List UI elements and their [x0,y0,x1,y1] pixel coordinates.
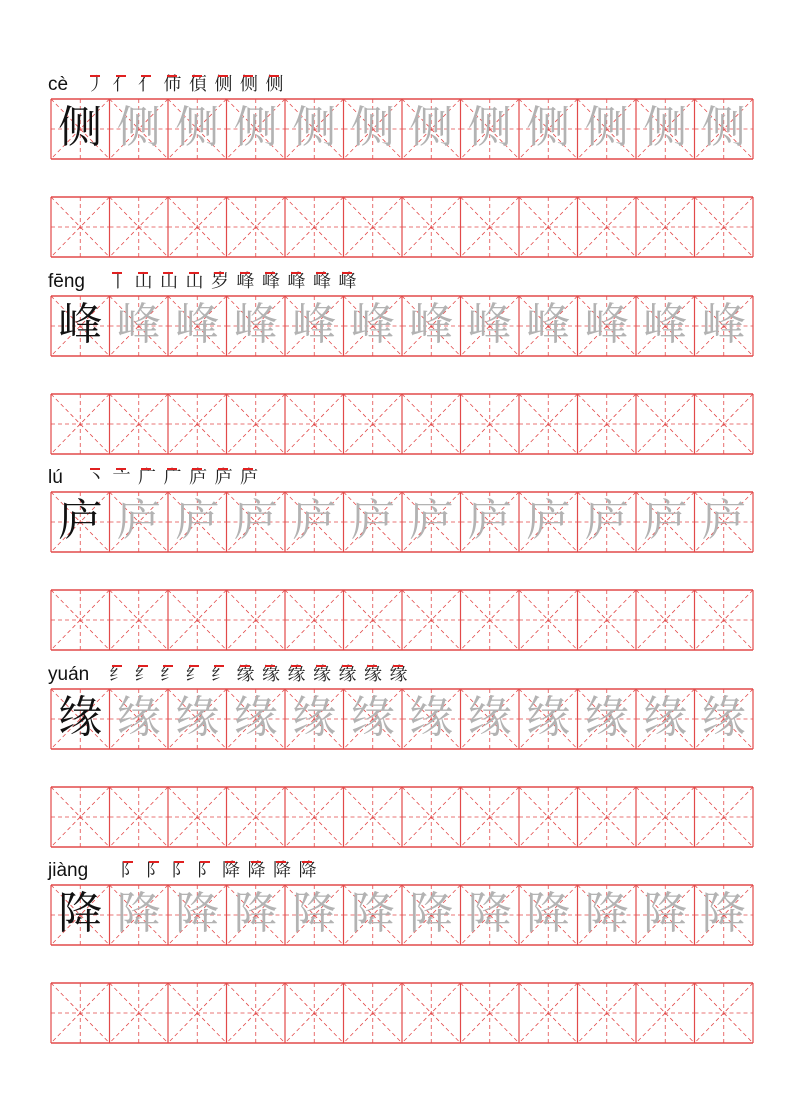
tracing-row [50,491,752,551]
stroke-step: 丨 [109,271,127,292]
trace-character[interactable]: 侧 [526,102,571,153]
stroke-highlight [116,75,126,95]
practice-grid [50,393,754,455]
character-block [48,467,752,651]
stroke-step: 缘 [389,664,408,685]
stroke-step: 㑯 [189,74,207,95]
trace-character[interactable]: 缘 [233,692,278,743]
trace-character[interactable]: 庐 [584,495,629,546]
stroke-highlight [189,665,199,685]
trace-character[interactable]: 庐 [233,495,278,546]
practice-grid [50,786,754,848]
practice-row[interactable] [50,982,752,1042]
character-block [48,664,752,848]
stroke-step: 亻 [112,74,131,95]
stroke-step: 缘 [262,664,280,685]
trace-character[interactable]: 庐 [350,495,395,546]
stroke-step: 纟 [185,664,204,685]
character-header [48,856,748,882]
trace-character[interactable]: 庐 [701,495,746,546]
model-character: 缘 [58,692,103,743]
character-block [48,74,752,258]
stroke-step: 亻 [138,74,156,95]
trace-character[interactable]: 峰 [701,299,746,350]
pinyin-label: yuán [48,664,90,685]
stroke-step: 峰 [236,271,255,292]
trace-character[interactable]: 缘 [467,692,512,743]
stroke-step: 缘 [287,664,306,685]
stroke-highlight [218,75,228,95]
trace-character[interactable]: 降 [643,888,688,939]
stroke-highlight [240,272,250,292]
stroke-step: 缘 [313,664,331,685]
trace-character[interactable]: 侧 [409,102,454,153]
trace-character[interactable]: 缘 [643,692,688,743]
stroke-step: 纟 [109,664,127,685]
stroke-highlight [214,272,224,292]
stroke-highlight [291,665,301,685]
stroke-highlight [251,861,261,881]
stroke-highlight [243,75,253,95]
trace-character[interactable]: 侧 [467,102,512,153]
tracing-row [50,295,752,355]
stroke-highlight [149,861,159,881]
stroke-step: 纟 [160,664,178,685]
stroke-step: 阝 [196,860,215,881]
trace-character[interactable]: 侧 [701,102,746,153]
trace-character[interactable]: 缘 [175,692,220,743]
stroke-step: 侧 [214,74,233,95]
character-header [48,70,748,96]
trace-character[interactable]: 缘 [584,692,629,743]
trace-character[interactable]: 侧 [116,102,161,153]
trace-character[interactable]: 缘 [701,692,746,743]
practice-row[interactable] [50,589,752,649]
stroke-highlight [138,665,148,685]
practice-row[interactable] [50,393,752,453]
practice-row[interactable] [50,196,752,256]
stroke-step: 庐 [240,467,258,488]
stroke-highlight [225,861,235,881]
model-character: 侧 [58,102,103,153]
stroke-highlight [141,468,151,488]
stroke-step: 峰 [338,271,357,292]
trace-character[interactable]: 峰 [292,299,337,350]
stroke-step: 缘 [236,664,255,685]
pinyin-label: jiàng [48,860,89,881]
trace-character[interactable]: 降 [526,888,571,939]
stroke-highlight [200,861,210,881]
tracing-row [50,884,752,944]
trace-character[interactable]: 峰 [233,299,278,350]
stroke-step: 岁 [211,271,229,292]
stroke-highlight [192,468,202,488]
trace-character[interactable]: 峰 [409,299,454,350]
stroke-highlight [218,468,228,488]
trace-character[interactable]: 缘 [292,692,337,743]
stroke-highlight [240,665,250,685]
stroke-step: 丶 [87,467,105,488]
stroke-step: 纟 [211,664,229,685]
character-block [48,860,752,1044]
stroke-highlight [265,272,275,292]
stroke-highlight [138,272,148,292]
trace-character[interactable]: 庐 [643,495,688,546]
stroke-highlight [342,272,352,292]
trace-character[interactable]: 峰 [643,299,688,350]
trace-character[interactable]: 侧 [643,102,688,153]
stroke-highlight [243,468,253,488]
trace-character[interactable]: 缘 [526,692,571,743]
stroke-step: 阝 [171,860,189,881]
trace-character[interactable]: 侧 [175,102,220,153]
stroke-highlight [192,75,202,95]
stroke-highlight [116,468,126,488]
pinyin-label: lú [48,467,63,488]
stroke-highlight [189,272,199,292]
stroke-highlight [316,272,326,292]
stroke-highlight [90,468,100,488]
stroke-highlight [291,272,301,292]
practice-grid [50,982,754,1044]
stroke-highlight [174,861,184,881]
stroke-step: 庐 [189,467,207,488]
pinyin-label: fēng [48,271,85,292]
character-block [48,271,752,455]
stroke-step: 纟 [134,664,153,685]
stroke-highlight [112,272,122,292]
trace-character[interactable]: 峰 [175,299,220,350]
stroke-step: 阝 [120,860,138,881]
trace-character[interactable]: 侧 [584,102,629,153]
stroke-highlight [163,272,173,292]
trace-character[interactable]: 降 [292,888,337,939]
stroke-step: 峰 [262,271,280,292]
tracing-row [50,98,752,158]
trace-character[interactable]: 降 [467,888,512,939]
stroke-step: 侧 [240,74,258,95]
model-character: 峰 [58,299,103,350]
trace-character[interactable]: 缘 [350,692,395,743]
trace-character[interactable]: 降 [233,888,278,939]
tracing-row [50,688,752,748]
stroke-highlight [265,665,275,685]
stroke-step: 广 [138,467,156,488]
trace-character[interactable]: 侧 [350,102,395,153]
practice-grid [50,196,754,258]
stroke-highlight [214,665,224,685]
stroke-step: 侧 [265,74,284,95]
stroke-highlight [167,75,177,95]
trace-character[interactable]: 峰 [526,299,571,350]
trace-character[interactable]: 降 [175,888,220,939]
trace-character[interactable]: 峰 [350,299,395,350]
trace-character[interactable]: 降 [701,888,746,939]
character-header [48,267,748,293]
stroke-step: 缘 [338,664,357,685]
model-character: 庐 [58,495,103,546]
trace-character[interactable]: 峰 [467,299,512,350]
stroke-step: 庐 [214,467,233,488]
trace-character[interactable]: 缘 [116,692,161,743]
trace-character[interactable]: 侧 [233,102,278,153]
stroke-step: 降 [273,860,291,881]
stroke-highlight [90,75,100,95]
trace-character[interactable]: 降 [350,888,395,939]
stroke-step: 峰 [287,271,306,292]
stroke-step: 峰 [313,271,331,292]
trace-character[interactable]: 侧 [292,102,337,153]
stroke-highlight [163,665,173,685]
stroke-highlight [269,75,279,95]
character-header [48,463,748,489]
stroke-highlight [302,861,312,881]
stroke-step: 丿 [87,74,105,95]
trace-character[interactable]: 峰 [116,299,161,350]
stroke-step: 山 [185,271,204,292]
stroke-highlight [393,665,403,685]
model-character: 降 [58,888,103,939]
stroke-step: 缘 [364,664,382,685]
pinyin-label: cè [48,74,69,95]
stroke-step: 降 [222,860,240,881]
trace-character[interactable]: 庐 [175,495,220,546]
trace-character[interactable]: 降 [584,888,629,939]
stroke-step: 阝 [145,860,164,881]
trace-character[interactable]: 庐 [409,495,454,546]
trace-character[interactable]: 庐 [292,495,337,546]
trace-character[interactable]: 庐 [116,495,161,546]
trace-character[interactable]: 庐 [526,495,571,546]
stroke-step: 亠 [112,467,131,488]
trace-character[interactable]: 降 [116,888,161,939]
stroke-step: 广 [163,467,182,488]
stroke-highlight [276,861,286,881]
stroke-step: 山 [134,271,153,292]
trace-character[interactable]: 缘 [409,692,454,743]
character-header [48,660,748,686]
stroke-step: 山 [160,271,178,292]
stroke-highlight [342,665,352,685]
stroke-step: 伂 [163,74,182,95]
trace-character[interactable]: 峰 [584,299,629,350]
stroke-step: 降 [247,860,266,881]
trace-character[interactable]: 庐 [467,495,512,546]
stroke-highlight [123,861,133,881]
trace-character[interactable]: 降 [409,888,454,939]
stroke-highlight [141,75,151,95]
practice-grid [50,589,754,651]
stroke-highlight [112,665,122,685]
stroke-highlight [167,468,177,488]
stroke-highlight [367,665,377,685]
stroke-step: 降 [298,860,317,881]
stroke-highlight [316,665,326,685]
practice-row[interactable] [50,786,752,846]
